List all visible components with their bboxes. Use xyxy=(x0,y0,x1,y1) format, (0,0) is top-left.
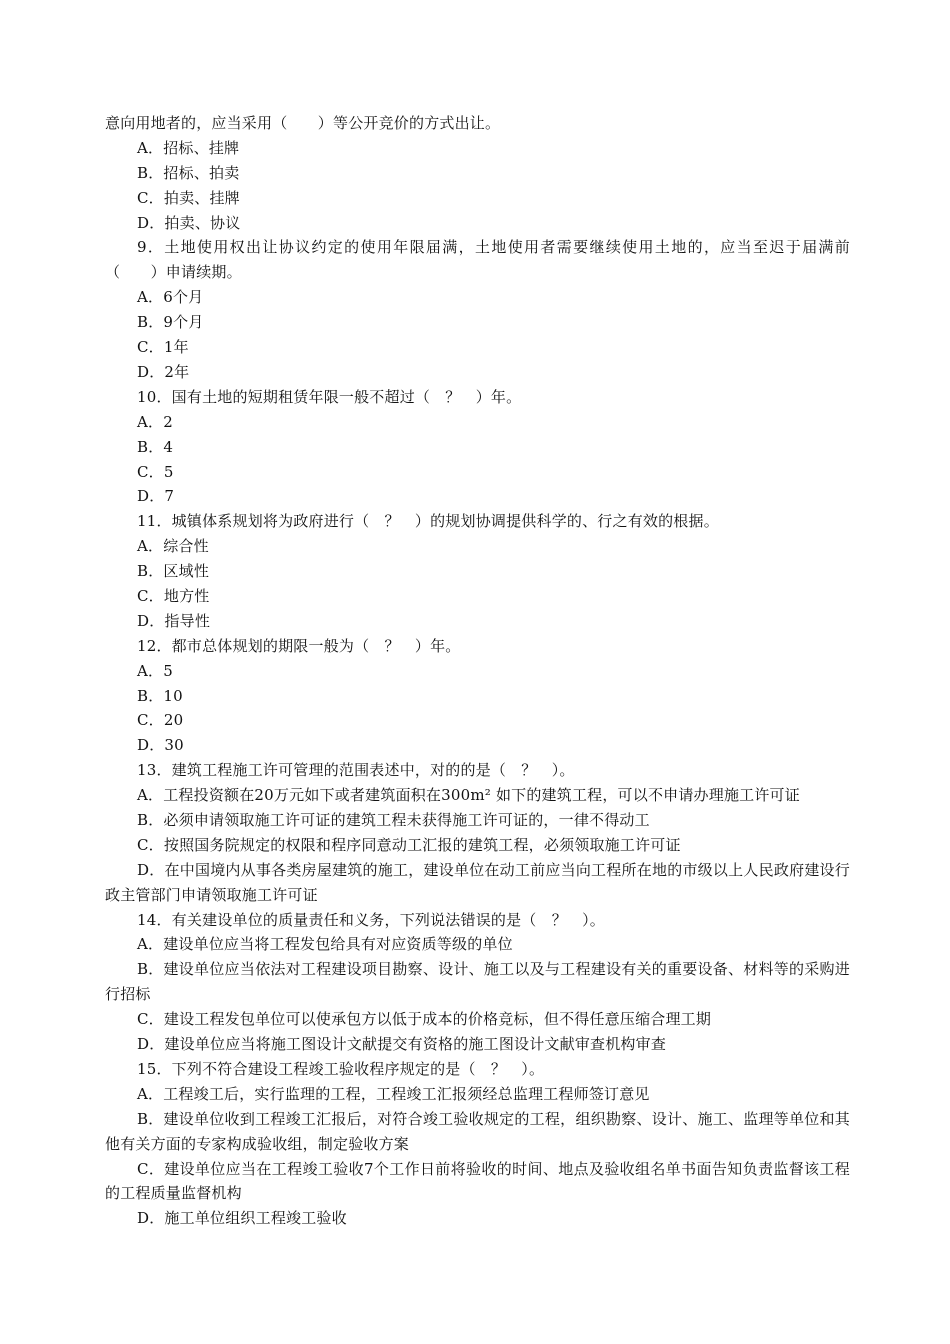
q15-option-b: B．建设单位收到工程竣工汇报后，对符合竣工验收规定的工程，组织勘察、设计、施工、监理等单位和其他有关方面的专家构成验收组，制定验收方案 xyxy=(105,1109,850,1153)
q9-option-c: C．1年 xyxy=(137,338,189,357)
q12-option-d: D．30 xyxy=(137,736,184,755)
q11-option-d: D．指导性 xyxy=(137,611,211,630)
q10-option-b: B．4 xyxy=(137,437,174,456)
q11-option-a: A．综合性 xyxy=(137,537,209,556)
question-9-stem: 9．土地使用权出让协议约定的使用年限届满，土地使用者需要继续使用土地的，应当至迟于届满前（ ）申请续期。 xyxy=(105,238,850,282)
question-12-stem: 12．都市总体规划的期限一般为（ ？ ）年。 xyxy=(137,636,461,655)
q8-option-d: D．拍卖、协议 xyxy=(137,213,241,232)
question-11-stem: 11．城镇体系规划将为政府进行（ ？ ）的规划协调提供科学的、行之有效的根据。 xyxy=(137,512,719,531)
q12-option-c: C．20 xyxy=(137,711,184,730)
q14-option-c: C．建设工程发包单位可以使承包方以低于成本的价格竞标，但不得任意压缩合理工期 xyxy=(137,1010,712,1029)
question-13-stem: 13．建筑工程施工许可管理的范围表述中，对的的是（ ？ ）。 xyxy=(137,761,575,780)
q10-option-c: C．5 xyxy=(137,462,174,481)
question-10-stem: 10．国有土地的短期租赁年限一般不超过（ ？ ）年。 xyxy=(137,387,522,406)
q11-option-c: C．地方性 xyxy=(137,586,210,605)
q9-option-a: A．6个月 xyxy=(137,288,204,307)
q13-option-d: D．在中国境内从事各类房屋建筑的施工，建设单位在动工前应当向工程所在地的市级以上人民政府建设行政主管部门申请领取施工许可证 xyxy=(105,860,850,904)
q10-option-a: A．2 xyxy=(137,412,173,431)
q13-option-b: B．必须申请领取施工许可证的建筑工程未获得施工许可证的，一律不得动工 xyxy=(137,810,650,829)
q14-option-d: D．建设单位应当将施工图设计文献提交有资格的施工图设计文献审查机构审查 xyxy=(137,1035,667,1054)
q12-option-a: A．5 xyxy=(137,661,173,680)
q15-option-c: C．建设单位应当在工程竣工验收7个工作日前将验收的时间、地点及验收组名单书面告知负责监督该工程的工程质量监督机构 xyxy=(105,1159,850,1203)
q9-option-d: D．2年 xyxy=(137,362,190,381)
q12-option-b: B．10 xyxy=(137,686,183,705)
q8-option-c: C．拍卖、挂牌 xyxy=(137,188,240,207)
question-15-stem: 15．下列不符合建设工程竣工验收程序规定的是（ ？ ）。 xyxy=(137,1059,545,1078)
q15-option-a: A．工程竣工后，实行监理的工程，工程竣工汇报须经总监理工程师签订意见 xyxy=(137,1084,650,1103)
question-14-stem: 14．有关建设单位的质量责任和义务，下列说法错误的是（ ？ ）。 xyxy=(137,910,605,929)
q13-option-c: C．按照国务院规定的权限和程序同意动工汇报的建筑工程，必须领取施工许可证 xyxy=(137,835,681,854)
q10-option-d: D．7 xyxy=(137,487,175,506)
q14-option-b: B．建设单位应当依法对工程建设项目勘察、设计、施工以及与工程建设有关的重要设备、材料等的采购进行招标 xyxy=(105,960,850,1004)
q14-option-a: A．建设单位应当将工程发包给具有对应资质等级的单位 xyxy=(137,935,513,954)
q8-option-a: A．招标、挂牌 xyxy=(137,138,240,157)
question-8-stem-continuation: 意向用地者的，应当采用（ ）等公开竞价的方式出让。 xyxy=(105,114,501,132)
q8-option-b: B．招标、拍卖 xyxy=(137,163,240,182)
document-page xyxy=(0,111,950,1231)
q13-option-a: A．工程投资额在20万元如下或者建筑面积在300m² 如下的建筑工程，可以不申请办理施工许可证 xyxy=(137,786,800,805)
q15-option-d: D．施工单位组织工程竣工验收 xyxy=(137,1209,347,1228)
q9-option-b: B．9个月 xyxy=(137,313,204,332)
q11-option-b: B．区域性 xyxy=(137,562,210,581)
